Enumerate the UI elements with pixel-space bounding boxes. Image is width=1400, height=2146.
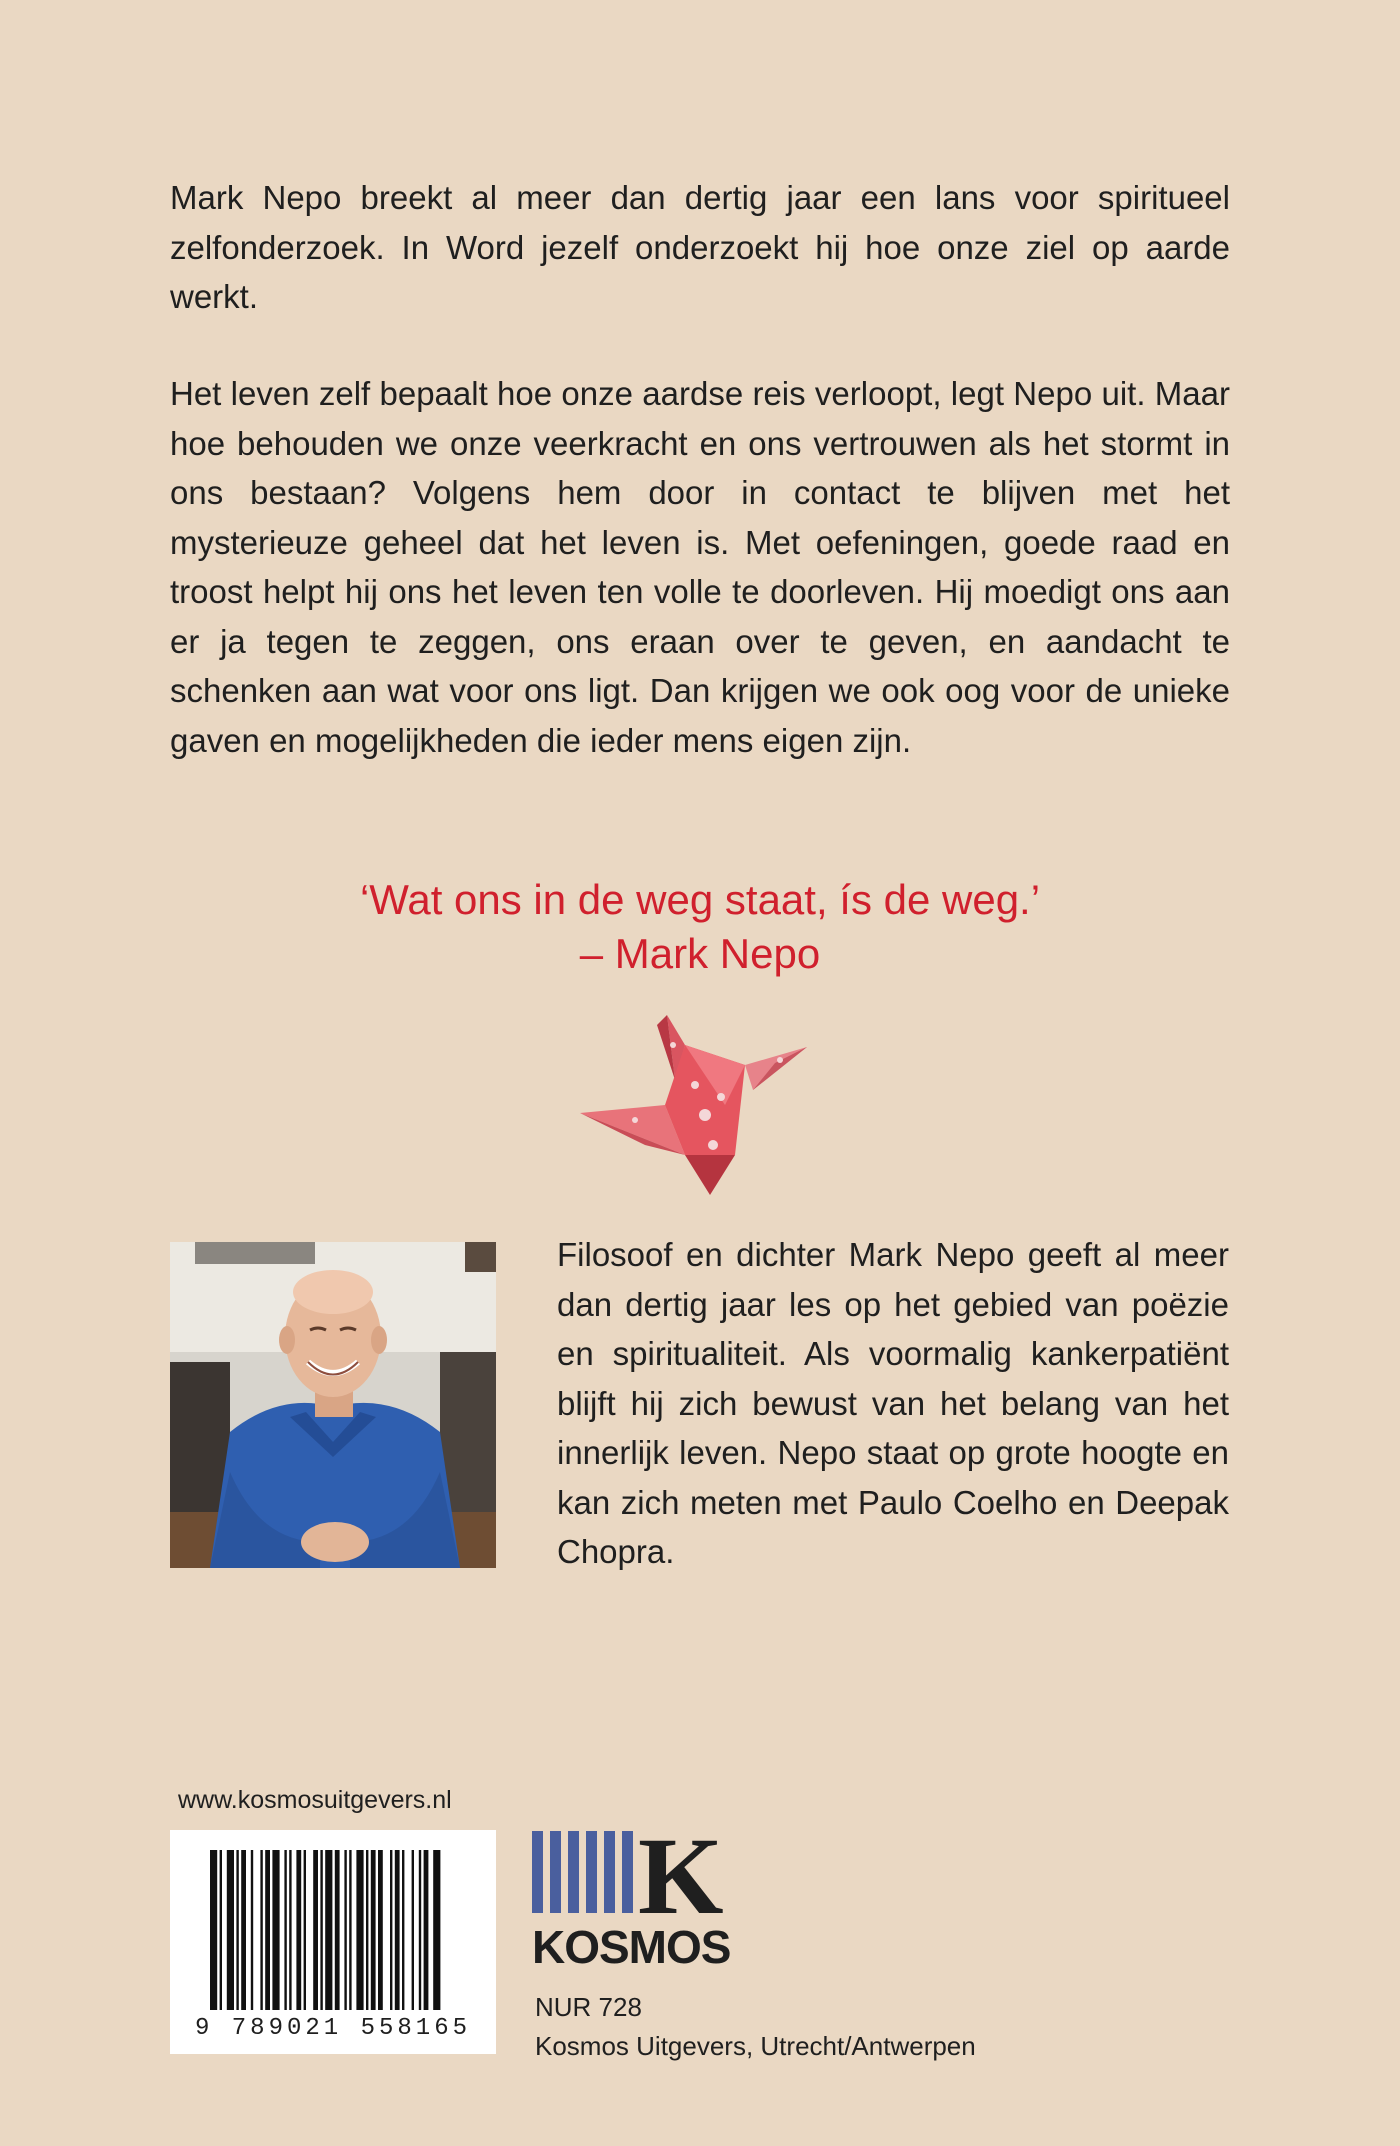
barcode-bars-icon bbox=[170, 1830, 496, 2010]
isbn-number: 9 789021 558165 bbox=[194, 2015, 472, 2042]
intro-paragraph: Mark Nepo breekt al meer dan dertig jaar een lans voor spiritueel zelfonderzoek. In Word jezelf onderzoekt hij hoe onze ziel op aarde werkt. bbox=[170, 179, 1230, 315]
quote-text: ‘Wat ons in de weg staat, ís de weg.’ bbox=[359, 876, 1041, 923]
publisher-logo-text: KOSMOS bbox=[532, 1921, 731, 1973]
author-bio: Filosoof en dichter Mark Nepo geeft al meer dan dertig jaar les op het gebied van poëzie en spiritualiteit. Als voormalig kankerpatiënt blijft hij zich bewust van het belang van het innerlijk leven. Nepo staat op grote hoogte en kan zich meten met Paulo Coelho en Deepak Chopra. bbox=[557, 1236, 1229, 1570]
svg-text:K: K bbox=[638, 1827, 724, 1915]
author-photo bbox=[170, 1242, 496, 1568]
isbn-barcode bbox=[170, 1830, 496, 2054]
nur-code: NUR 728 bbox=[535, 1992, 642, 2022]
publisher-name: Kosmos Uitgevers, Utrecht/Antwerpen bbox=[535, 2031, 976, 2061]
description-paragraph: Het leven zelf bepaalt hoe onze aardse reis verloopt, legt Nepo uit. Maar hoe behouden we onze veerkracht en ons vertrouwen als het stormt in ons bestaan? Volgens hem door in contact te blijven met het mysterieuze geheel dat het leven is. Met oefeningen, goede raad en troost helpt hij ons het leven ten volle te doorleven. Hij moedigt ons aan er ja tegen te zeggen, ons eraan over te geven, en aandacht te schenken aan wat voor ons ligt. Dan krijgen we ook oog voor de unieke gaven en mogelijkheden die ieder mens eigen zijn. bbox=[170, 375, 1230, 759]
publisher-website: www.kosmosuitgevers.nl bbox=[178, 1786, 452, 1814]
origami-crane-icon bbox=[575, 1005, 815, 1205]
quote-author: – Mark Nepo bbox=[579, 930, 821, 977]
kosmos-logo-icon bbox=[530, 1827, 730, 1915]
